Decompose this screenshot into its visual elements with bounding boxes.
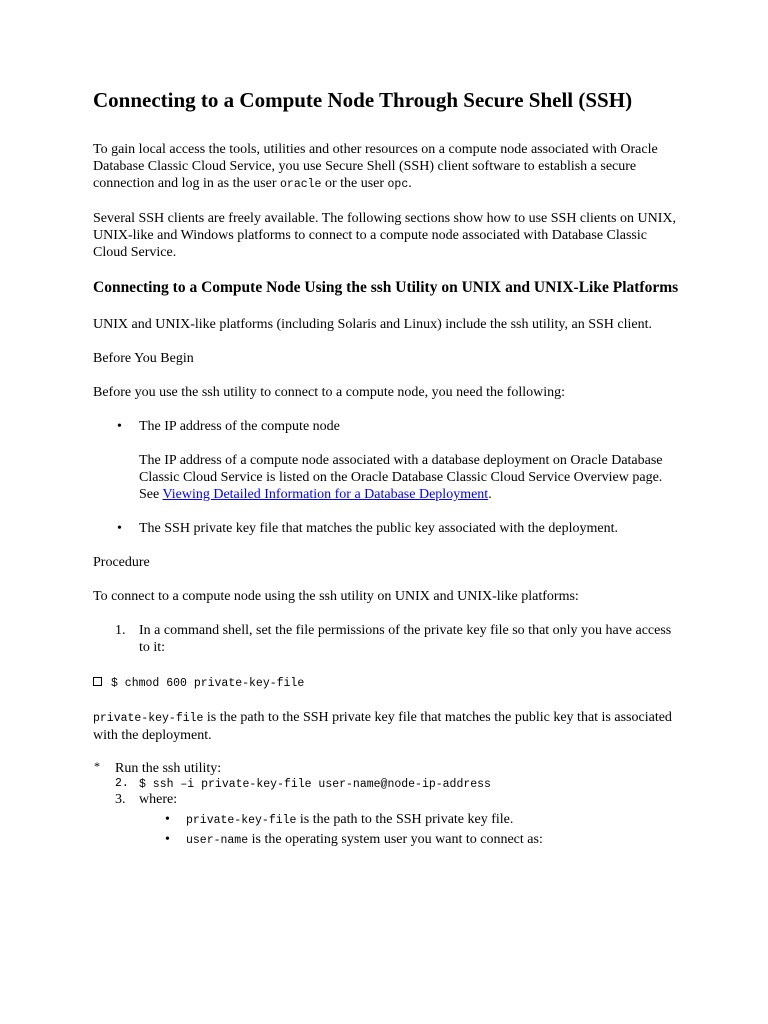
square-bullet-icon bbox=[93, 677, 102, 686]
viewing-detailed-info-link[interactable]: Viewing Detailed Information for a Database Deployment bbox=[162, 487, 489, 502]
section-heading: Connecting to a Compute Node Using the ssh Utility on UNIX and UNIX-Like Platforms bbox=[93, 279, 679, 296]
bullet-icon: • bbox=[165, 812, 170, 827]
intro-paragraph-1 bbox=[93, 141, 683, 193]
bullet-detail bbox=[139, 452, 683, 503]
private-key-file-code: private-key-file bbox=[186, 814, 297, 827]
before-intro: Before you use the ssh utility to connect to a compute node, you need the following: bbox=[93, 385, 566, 400]
run-ssh-row bbox=[93, 761, 683, 776]
ssh-steps bbox=[93, 776, 683, 807]
bullet-icon: • bbox=[117, 521, 122, 536]
chmod-command: $ chmod 600 private-key-file bbox=[111, 677, 305, 690]
list-item bbox=[163, 831, 683, 849]
bullet-icon: • bbox=[165, 832, 170, 847]
step-number: 2. bbox=[115, 777, 129, 790]
where-list bbox=[93, 811, 683, 849]
step-text: In a command shell, set the file permissions of the private key file so that only you have access to it: bbox=[139, 623, 672, 655]
bullet-title: The IP address of the compute node bbox=[139, 419, 340, 434]
user-oracle-code: oracle bbox=[280, 178, 322, 191]
ssh-command: $ ssh –i private-key-file user-name@node-ip-address bbox=[139, 778, 491, 791]
bullet-title: The SSH private key file that matches the public key associated with the deployment. bbox=[139, 521, 618, 536]
list-item bbox=[93, 520, 683, 537]
procedure-intro: To connect to a compute node using the ssh utility on UNIX and UNIX-like platforms: bbox=[93, 589, 579, 604]
intro-text-end: . bbox=[408, 176, 412, 191]
private-key-description-text: is the path to the SSH private key file that matches the public key that is associated with the deployment. bbox=[93, 710, 672, 743]
user-opc-code: opc bbox=[387, 178, 409, 191]
step-number: 1. bbox=[115, 623, 126, 638]
bullet-detail-text: The IP address of a compute node associated with a database deployment on Oracle Database Classic Cloud Service is listed on the Oracle Database Classic Cloud Service Overview page. See bbox=[139, 453, 663, 502]
user-name-code: user-name bbox=[186, 834, 249, 847]
step-1 bbox=[93, 622, 683, 656]
step-number: 3. bbox=[115, 792, 126, 807]
bullet-detail-end: . bbox=[488, 487, 492, 502]
run-ssh-text: Run the ssh utility: bbox=[115, 761, 222, 776]
intro-paragraph-2: Several SSH clients are freely available. The following sections show how to use SSH clients on UNIX, UNIX-like and Windows platforms to connect to a compute node associated with Database Classic Cloud Service. bbox=[93, 211, 676, 260]
list-item bbox=[93, 418, 683, 503]
list-item bbox=[163, 811, 683, 829]
step-2 bbox=[115, 776, 683, 792]
document-page bbox=[93, 88, 683, 851]
where-item-text: is the operating system user you want to connect as: bbox=[248, 832, 543, 847]
private-key-description bbox=[93, 709, 683, 744]
section-paragraph: UNIX and UNIX-like platforms (including Solaris and Linux) include the ssh utility, an SSH client. bbox=[93, 317, 653, 332]
before-you-begin-heading: Before You Begin bbox=[93, 351, 194, 366]
where-item-text: is the path to the SSH private key file. bbox=[296, 812, 514, 827]
step-3 bbox=[115, 792, 683, 807]
requirements-list bbox=[93, 418, 683, 537]
intro-text: To gain local access the tools, utilities and other resources on a compute node associated with Oracle Database Classic Cloud Service, you use Secure Shell (SSH) client software to establish a secure connection and log in as the user bbox=[93, 142, 658, 191]
chmod-command-line bbox=[93, 673, 683, 692]
asterisk-icon: * bbox=[94, 759, 100, 773]
private-key-file-code: private-key-file bbox=[93, 712, 204, 725]
where-text: where: bbox=[139, 792, 178, 807]
procedure-heading: Procedure bbox=[93, 555, 150, 570]
intro-text-mid: or the user bbox=[321, 176, 388, 191]
page-title: Connecting to a Compute Node Through Secure Shell (SSH) bbox=[93, 88, 633, 112]
bullet-icon: • bbox=[117, 419, 122, 434]
